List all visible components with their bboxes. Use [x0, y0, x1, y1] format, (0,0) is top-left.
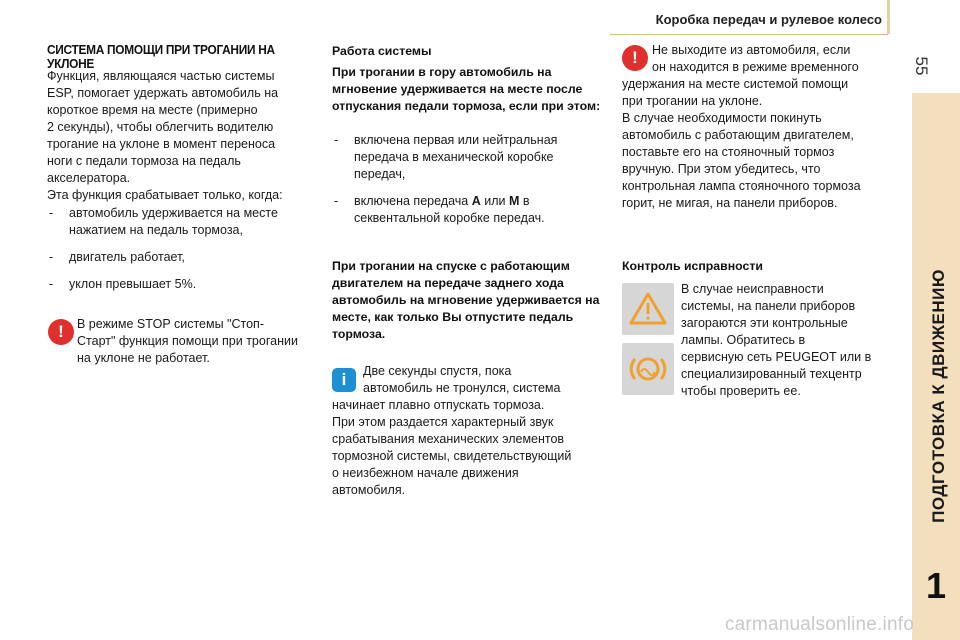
dash-bullet: -	[334, 194, 339, 208]
warning-line: удержания на месте системой помощи	[622, 77, 849, 91]
page-number: 55	[912, 56, 931, 76]
brake-skid-lamp	[622, 343, 674, 395]
warning-icon: !	[622, 45, 648, 71]
info-line: автомобиля.	[332, 483, 406, 497]
warning-line: Старт" функция помощи при трогании	[77, 334, 298, 348]
hill-assist-heading: СИСТЕМА ПОМОЩИ ПРИ ТРОГАНИИ НА УКЛОНЕ	[47, 43, 275, 71]
section-title: Коробка передач и рулевое колесо	[655, 12, 882, 27]
warning-line: В режиме STOP системы "Стоп-	[77, 317, 264, 331]
stop-start-warning	[77, 316, 327, 367]
warning-line: В случае необходимости покинуть	[622, 111, 822, 125]
uphill-conditions-list	[332, 132, 587, 237]
operation-heading: Работа системы	[332, 44, 432, 58]
list-item	[332, 193, 587, 227]
warning-triangle-icon	[622, 283, 674, 335]
info-line: срабатывания механических элементов	[332, 432, 565, 446]
info-line: тормозной системы, свидетельствующий	[332, 449, 572, 463]
info-icon: i	[332, 368, 356, 392]
list-item-text: автомобиль удерживается на месте нажатием на педаль тормоза,	[69, 206, 278, 237]
warning-line: поставьте его на стояночный тормоз	[622, 145, 835, 159]
dash-bullet: -	[334, 133, 339, 147]
warning-icon: !	[48, 319, 74, 345]
gear-m-label: M	[508, 194, 520, 208]
intro-line: ноги с педали тормоза на педаль	[47, 154, 241, 168]
watermark-text: carmanualsonline.info	[724, 614, 914, 635]
fault-check-text	[681, 281, 906, 400]
info-line: о неизбежном начале движения	[332, 466, 519, 480]
info-line: Две секунды спустя, пока	[363, 364, 512, 378]
chapter-number: 1	[925, 565, 947, 606]
list-item	[47, 249, 297, 266]
info-line: При этом раздается характерный звук	[332, 415, 554, 429]
info-body	[332, 397, 604, 499]
check-line: В случае неисправности	[681, 282, 824, 296]
list-item-text: в секвентальной коробке передач.	[354, 194, 545, 225]
downhill-heading: При трогании на спуске с работающим двигателем на передаче заднего хода автомобиль на мгновение удерживается на месте, как только Вы отпустите педаль тормоза.	[332, 259, 600, 341]
warning-line: он находится в режиме временного	[652, 60, 859, 74]
check-line: сервисную сеть PEUGEOT или в	[681, 350, 872, 364]
dash-bullet: -	[49, 250, 54, 264]
info-lead	[363, 363, 603, 397]
check-line: загораются эти контрольные	[681, 316, 848, 330]
uphill-heading: При трогании в гору автомобиль на мгновение удерживается на месте после отпускания педали тормоза, если при этом:	[332, 65, 601, 113]
check-line: специализированный техцентр	[681, 367, 862, 381]
warning-line: при трогании на уклоне.	[622, 94, 763, 108]
list-item-text: включена первая или нейтральная передача в механической коробке передач,	[354, 133, 558, 181]
intro-line: Эта функция срабатывает только, когда:	[47, 188, 283, 202]
list-item	[47, 205, 297, 239]
list-item	[47, 276, 297, 293]
warning-triangle-lamp	[622, 283, 674, 335]
list-item-text: двигатель работает,	[69, 250, 185, 264]
dash-bullet: -	[49, 277, 54, 291]
conditions-list	[47, 205, 297, 303]
info-line: автомобиль не тронулся, система	[363, 381, 561, 395]
brake-skid-icon	[622, 343, 674, 395]
intro-line: акселератора.	[47, 171, 131, 185]
leave-car-warning-lead	[652, 42, 892, 76]
leave-car-warning-body	[622, 76, 902, 212]
warning-line: автомобиль с работающим двигателем,	[622, 128, 854, 142]
header-accent-bar	[887, 0, 890, 34]
fault-check-heading: Контроль исправности	[622, 259, 763, 273]
list-item-text: включена передача	[354, 194, 472, 208]
header-divider	[610, 34, 888, 35]
gear-a-label: A	[471, 194, 481, 208]
chapter-title-text: ПОДГОТОВКА К ДВИЖЕНИЮ	[929, 269, 948, 523]
warning-line: горит, не мигая, на панели приборов.	[622, 196, 838, 210]
warning-line: контрольная лампа стояночного тормоза	[622, 179, 861, 193]
warning-line: вручную. При этом убедитесь, что	[622, 162, 821, 176]
list-item-text: уклон превышает 5%.	[69, 277, 197, 291]
info-line: начинает плавно отпускать тормоза.	[332, 398, 545, 412]
intro-line: трогание на уклоне в момент переноса	[47, 137, 276, 151]
warning-line: Не выходите из автомобиля, если	[652, 43, 851, 57]
list-item	[332, 132, 587, 183]
intro-line: Функция, являющаяся частью системы	[47, 69, 275, 83]
intro-line: ESP, помогает удержать автомобиль на	[47, 86, 279, 100]
warning-line: на уклоне не работает.	[77, 351, 210, 365]
dash-bullet: -	[49, 206, 54, 220]
intro-line: короткое время на месте (примерно	[47, 103, 258, 117]
check-line: чтобы проверить ее.	[681, 384, 801, 398]
intro-line: 2 секунды), чтобы облегчить водителю	[47, 120, 274, 134]
list-item-text: или	[480, 194, 509, 208]
chapter-title	[929, 246, 949, 546]
check-line: лампы. Обратитесь в	[681, 333, 806, 347]
check-line: системы, на панели приборов	[681, 299, 856, 313]
intro-paragraph	[47, 68, 317, 204]
